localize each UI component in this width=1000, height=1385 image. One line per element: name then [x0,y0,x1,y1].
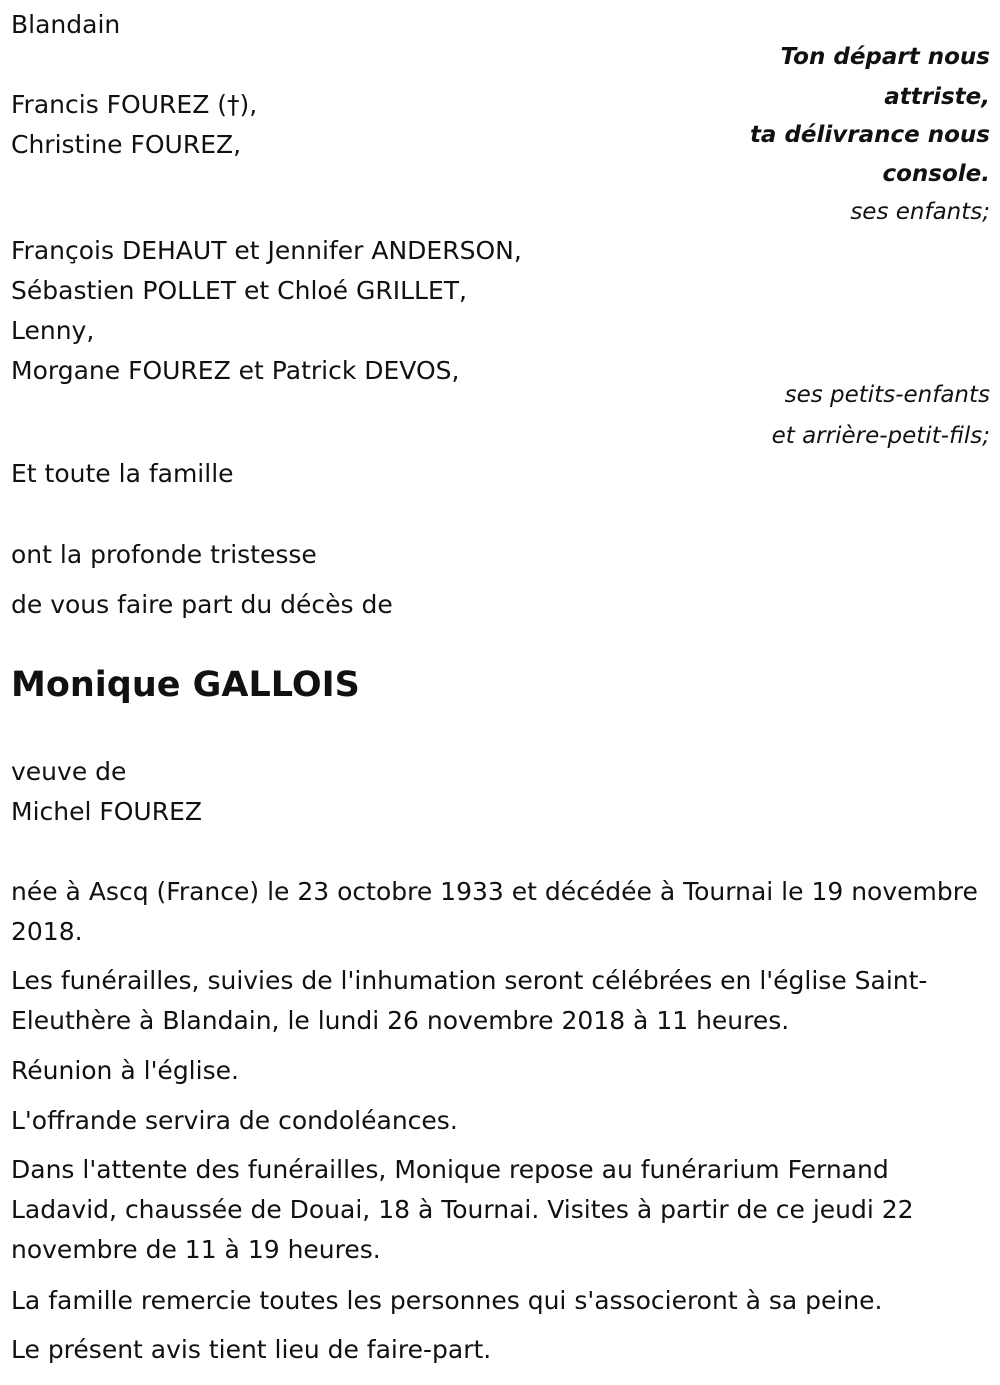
birth-death-paragraph: née à Ascq (France) le 23 octobre 1933 et décédée à Tournai le 19 novembre 2018. [11,877,978,946]
grandchild-name-3: Lenny, [11,316,95,345]
spouse-name: Michel FOUREZ [11,797,203,826]
meeting-paragraph: Réunion à l'église. [11,1056,239,1085]
notice-paragraph: Le présent avis tient lieu de faire-part. [11,1335,492,1364]
quote-line-1: Ton départ nous [780,44,990,70]
quote-line-4: console. [882,161,990,187]
visits-paragraph: Dans l'attente des funérailles, Monique repose au funérarium Fernand Ladavid, chaussée de Douai, 18 à Tournai. Visites à partir de ce jeudi 22 novembre de 11 à 19 heures. [11,1155,914,1264]
funeral-paragraph: Les funérailles, suivies de l'inhumation seront célébrées en l'église Saint-Eleuthère à Blandain, le lundi 26 novembre 2018 à 11 heures. [11,966,928,1035]
announcement-line-2: de vous faire part du décès de [11,590,393,619]
grandchild-name-4: Morgane FOUREZ et Patrick DEVOS, [11,356,460,385]
grandchildren-caption-2: et arrière-petit-fils; [771,423,990,449]
grandchild-name-1: François DEHAUT et Jennifer ANDERSON, [11,236,522,265]
thanks-paragraph: La famille remercie toutes les personnes qui s'associeront à sa peine. [11,1286,883,1315]
grandchild-name-2: Sébastien POLLET et Chloé GRILLET, [11,276,467,305]
widow-label: veuve de [11,757,127,786]
place-heading: Blandain [11,10,121,39]
announcement-line-1: ont la profonde tristesse [11,540,317,569]
child-name-2: Christine FOUREZ, [11,130,242,159]
children-caption: ses enfants; [850,199,990,225]
grandchildren-caption-1: ses petits-enfants [784,382,990,408]
quote-line-3: ta délivrance nous [749,122,990,148]
offering-paragraph: L'offrande servira de condoléances. [11,1106,458,1135]
child-name-1: Francis FOUREZ (†), [11,90,258,119]
quote-line-2: attriste, [884,84,990,110]
deceased-name: Monique GALLOIS [11,665,360,705]
family-line: Et toute la famille [11,459,234,488]
